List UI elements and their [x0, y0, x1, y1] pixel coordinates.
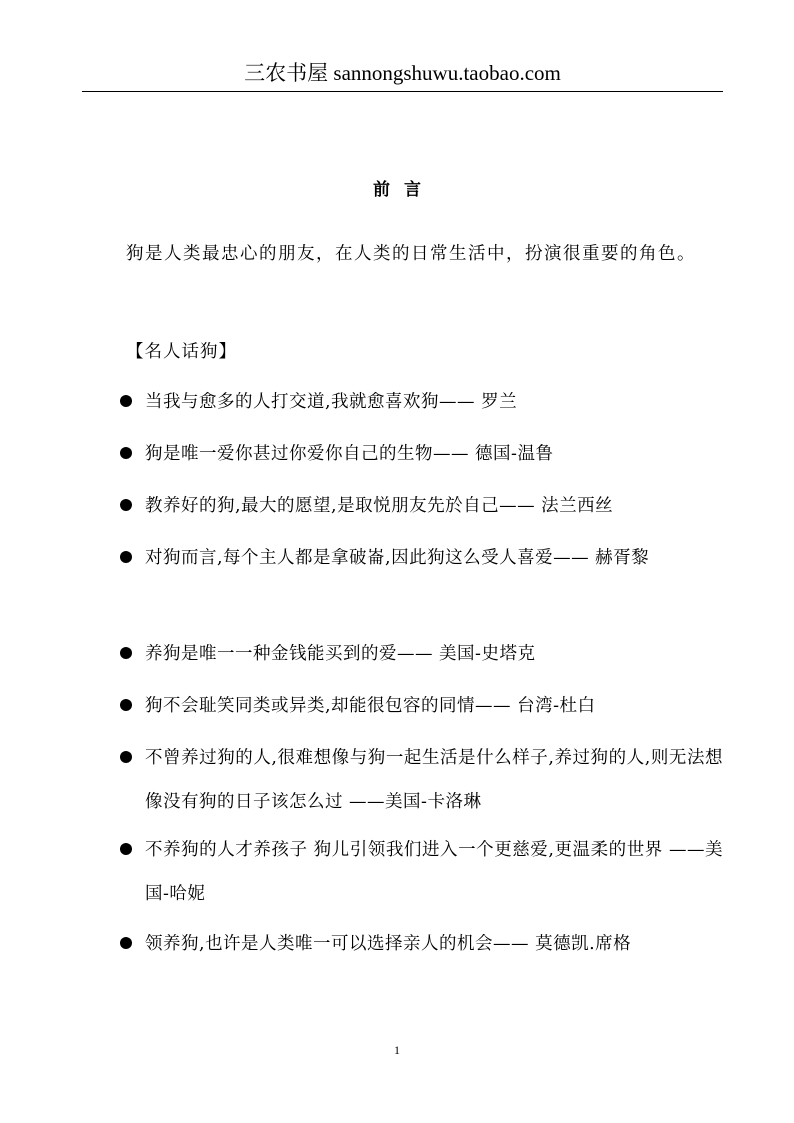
- page-header: 三农书屋 sannongshuwu.taobao.com: [82, 58, 723, 92]
- quote-item: [145, 484, 723, 528]
- bullet-icon: [120, 551, 132, 563]
- quote-text: 狗是唯一爱你甚过你爱你自己的生物—— 德国-温鲁: [145, 444, 554, 464]
- quote-text: 不曾养过狗的人,很难想像与狗一起生活是什么样子,养过狗的人,则无法想像没有狗的日子该怎么过 ——美国-卡洛琳: [145, 748, 723, 812]
- intro-paragraph: 狗是人类最忠心的朋友，在人类的日常生活中，扮演很重要的角色。: [126, 244, 696, 264]
- bullet-icon: [120, 447, 132, 459]
- bullet-icon: [120, 699, 132, 711]
- page-title: 前言: [373, 180, 435, 200]
- quote-item: [145, 536, 723, 580]
- page-number: 1: [394, 1043, 400, 1057]
- quote-item: [145, 380, 723, 424]
- quote-item: [145, 736, 723, 824]
- quote-text: 对狗而言,每个主人都是拿破崙,因此狗这么受人喜爱—— 赫胥黎: [145, 548, 650, 568]
- quote-text: 教养好的狗,最大的愿望,是取悦朋友先於自己—— 法兰西丝: [145, 496, 614, 516]
- quote-text: 狗不会耻笑同类或异类,却能很包容的同情—— 台湾-杜白: [145, 696, 596, 716]
- bullet-icon: [120, 937, 132, 949]
- quote-item: [145, 632, 723, 676]
- quote-text: 养狗是唯一一种金钱能买到的爱—— 美国-史塔克: [145, 644, 536, 664]
- bullet-icon: [120, 843, 132, 855]
- bullet-icon: [120, 499, 132, 511]
- bullet-icon: [120, 751, 132, 763]
- quote-text: 当我与愈多的人打交道,我就愈喜欢狗—— 罗兰: [145, 392, 518, 412]
- quote-item: [145, 432, 723, 476]
- bullet-icon: [120, 395, 132, 407]
- quote-item: [145, 828, 723, 916]
- quote-text: 领养狗,也许是人类唯一可以选择亲人的机会—— 莫德凯.席格: [145, 934, 632, 954]
- bullet-icon: [120, 647, 132, 659]
- quote-item: [145, 922, 723, 966]
- quote-text: 不养狗的人才养孩子 狗儿引领我们进入一个更慈爱,更温柔的世界 ——美国-哈妮: [145, 840, 723, 904]
- quotes-heading: 【名人话狗】: [126, 342, 237, 362]
- quote-item: [145, 684, 723, 728]
